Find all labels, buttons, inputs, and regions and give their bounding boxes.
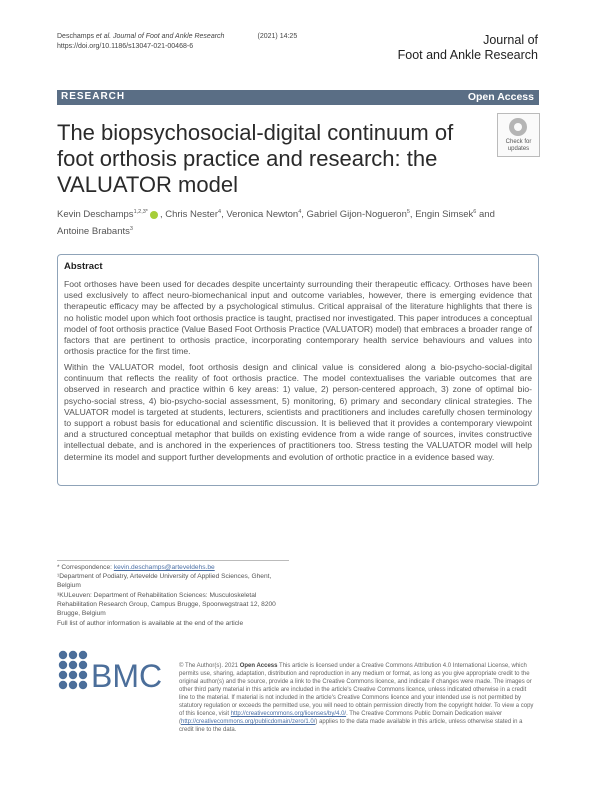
bmc-logo (57, 649, 172, 695)
full-author-info-note: Full list of author information is available at the end of the article (57, 620, 244, 627)
affiliation-3: ³KULeuven: Department of Rehabilitation Sciences: Musculoskeletal Rehabilitation Research Group, Campus Brugge, Spoorwegstraat 12, 8200 Brugge, Belgium (57, 592, 276, 617)
abstract-heading: Abstract (64, 261, 103, 272)
footnote-divider (57, 560, 289, 561)
journal-name-line1: Journal of (483, 33, 538, 47)
license-copyright: © The Author(s). 2021 (179, 663, 240, 669)
author-affiliation: 6 (473, 209, 477, 215)
crossmark-text-line2: updates (507, 146, 530, 152)
correspondence-label: * Correspondence: (57, 564, 114, 571)
abstract-box (57, 254, 539, 486)
citation-year-volume: (2021) 14:25 (257, 33, 298, 40)
affiliation-1: ¹Department of Podiatry, Artevelde University of Applied Sciences, Ghent, Belgium (57, 573, 272, 589)
author-name: , Gabriel Gijon-Nogueron (301, 209, 407, 221)
author-name: Kevin Deschamps (57, 209, 134, 221)
citation-header (57, 32, 297, 52)
license-end: ) applies to the data made available in this article, unless otherwise stated in a credit line to the data. (179, 719, 523, 733)
author-affiliation: 5 (406, 209, 410, 215)
bmc-logo-icon (57, 649, 172, 695)
author-name: , Veronica Newton (221, 209, 299, 221)
author-affiliation: 4 (218, 209, 222, 215)
author-affiliation: 3 (129, 226, 133, 233)
author-affiliation: 1,2,3* (133, 209, 148, 215)
check-for-updates-badge[interactable] (497, 113, 540, 157)
article-type-banner (57, 90, 539, 105)
license-statement (179, 662, 537, 734)
article-type-label: RESEARCH (61, 91, 126, 102)
license-open-access: Open Access (239, 663, 278, 669)
crossmark-text-line1: Check for (505, 139, 532, 145)
journal-logo (398, 33, 538, 63)
doi-link[interactable]: https://doi.org/10.1186/s13047-021-00468-6 (57, 43, 194, 50)
crossmark-icon (509, 118, 527, 136)
abstract-paragraph: Within the VALUATOR model, foot orthosis design and clinical value is considered along a bio-psycho-social-digital continuum that reflects the reality of foot orthosis practice. The model contextualises the variable outcomes that are observed in research and practice within 6 key areas: 1) value, 2) person-centered approach, 3) zone of optimal bio-psycho-social stress, 4) bio-psycho-social assessment, 5) monitoring, 6) primary and secondary clinical strategies. The VALUATOR model is targeted at students, lecturers, scientists and practitioners and includes carefully chosen terminology to support a robust basis for educational and scientific discussion. It is believed that it provides a contemporary viewpoint and a structured conceptual metaphor that builds on existing evidence from a wide range of sources, invites constructive intellectual debate, and is anchored in the experiences of practitioners too. Stress testing the VALUATOR model will help determine its model and support further developments and evolution of orthotic practice in a evidence based way. (64, 362, 532, 462)
citation-authors: Deschamps (57, 33, 96, 40)
article-title: The biopsychosocial-digital continuum of foot orthosis practice and research: the VALUATOR model (57, 120, 454, 197)
correspondence (57, 563, 292, 572)
author-name: , Engin Simsek (409, 209, 474, 221)
orcid-icon[interactable] (150, 211, 158, 219)
citation-journal: et al. Journal of Foot and Ankle Research (95, 33, 225, 40)
author-name: and Antoine Brabants (57, 209, 495, 238)
journal-name-line2: Foot and Ankle Research (397, 48, 538, 62)
author-affiliation: 4 (298, 209, 302, 215)
license-mid: . The Creative Commons Public Domain Dedication waiver ( (179, 711, 503, 725)
open-access-label: Open Access (467, 91, 534, 103)
correspondence-email-link[interactable]: kevin.deschamps@arteveldehs.be (113, 564, 215, 571)
cc-zero-link[interactable]: http://creativecommons.org/publicdomain/zero/1.0/ (181, 719, 316, 725)
author-list (57, 205, 527, 239)
citation-line (57, 32, 297, 42)
abstract-paragraph: Foot orthoses have been used for decades despite uncertainty surrounding their therapeutic efficacy. Orthoses have been used exclusively to affect neuro-biomechanical input and outcome variables, however, there is emerging evidence that therapeutic efficacy may be affected by a psychological stimulus. Critical appraisal of the literature highlights that there is no holistic model upon which foot orthosis practice is taught, practised nor investigated. This paper introduces a conceptual model of foot orthosis practice (Value Based Foot Orthosis Practice (VALUATOR) model) that embraces a broader range of factors that are pertinent to orthosis practice, incorporating contemporary health service behaviours and values into orthosis practice for the first time. (64, 279, 532, 357)
crossmark-text (498, 139, 539, 153)
author-name: , Chris Nester (159, 209, 219, 221)
license-body: This article is licensed under a Creative Commons Attribution 4.0 International License, which permits use, sharing, adaptation, distribution and reproduction in any medium or format, as long as you give appropriate credit to the original author(s) and the source, provide a link to the Creative Commons licence, and indicate if changes were made. The images or other third party material in this article are included in the article's Creative Commons licence, unless indicated otherwise in a credit line to the material. If material is not included in the article's Creative Commons licence and your intended use is not permitted by statutory regulation or exceeds the permitted use, you will need to obtain permission directly from the copyright holder. To view a copy of this licence, visit (179, 663, 534, 717)
cc-license-link[interactable]: http://creativecommons.org/licenses/by/4.0/ (230, 711, 347, 717)
bmc-logo-text: BMC (91, 658, 163, 694)
